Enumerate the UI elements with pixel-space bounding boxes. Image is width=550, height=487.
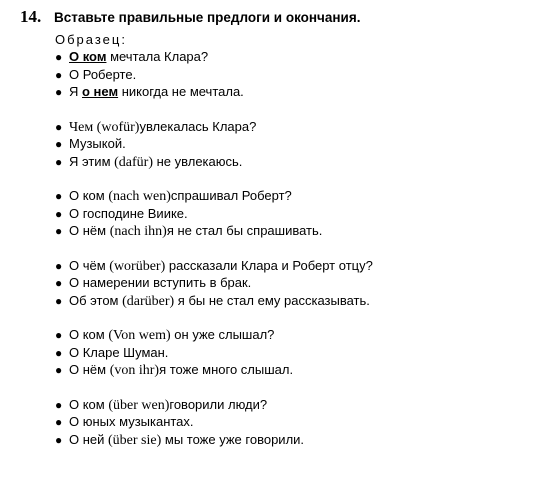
dialogue-group (55, 326, 535, 379)
dialogue-line (55, 292, 535, 310)
line-text: Чем (wofür) (69, 119, 140, 135)
task-title: Вставьте правильные предлоги и окончания. (54, 10, 361, 25)
line-text: (über wen) (108, 397, 170, 413)
dialogue-line (55, 431, 535, 449)
line-text: я тоже много слышал. (159, 362, 294, 377)
dialogue-line (55, 83, 535, 101)
dialogue-line (55, 361, 535, 379)
line-text: Об этом (69, 292, 123, 308)
line-text: О ком (69, 188, 109, 203)
line-text: рассказали Клара и Роберт отцу? (165, 257, 373, 273)
line-text: он уже слышал? (170, 327, 275, 342)
line-text: Музыкой. (69, 136, 126, 151)
bullet-icon: ● (55, 224, 63, 238)
dialogue-line (55, 222, 535, 240)
bullet-icon: ● (55, 119, 63, 134)
bullet-icon: ● (55, 415, 63, 429)
bullet-icon: ● (55, 137, 63, 151)
example-answer: о нем (82, 84, 119, 99)
dialogue-group (55, 48, 535, 101)
line-text: О нём (69, 223, 110, 238)
line-text: никогда не мечтала. (118, 84, 244, 99)
line-text: я бы не стал ему рассказывать. (174, 292, 370, 308)
line-text: (Von wem) (108, 328, 171, 343)
line-text: О намерении вступить в брак. (69, 275, 252, 290)
line-text: я не стал бы спрашивать. (166, 223, 323, 238)
bullet-icon: ● (55, 328, 63, 342)
dialogue-line (55, 118, 535, 136)
bullet-icon: ● (55, 293, 63, 308)
line-text: О нём (69, 362, 110, 377)
line-text: О юных музыкантах. (69, 414, 194, 429)
line-text: О чём (69, 257, 110, 273)
dialogue-group (55, 396, 535, 449)
dialogue-line (55, 396, 535, 414)
dialogue-group (55, 257, 535, 310)
bullet-icon: ● (55, 206, 63, 221)
line-text: О ком (69, 327, 109, 342)
dialogue-line (55, 48, 535, 66)
bullet-icon: ● (55, 432, 63, 447)
task-header (20, 7, 360, 27)
dialogue-line (55, 326, 535, 344)
dialogue-line (55, 274, 535, 292)
line-text: Я (69, 84, 82, 99)
line-text: (dafür) (114, 154, 153, 170)
dialogue-line (55, 257, 535, 275)
bullet-icon: ● (55, 189, 63, 203)
dialogue-group (55, 187, 535, 240)
task-number: 14. (20, 7, 42, 26)
dialogue-line (55, 205, 535, 223)
line-text: (von ihr) (109, 363, 160, 378)
dialogue-line (55, 187, 535, 205)
dialogue-line (55, 344, 535, 362)
line-text: говорили люди? (169, 396, 268, 412)
bullet-icon: ● (55, 50, 63, 64)
line-text: спрашивал Роберт? (170, 188, 292, 203)
dialogue-line (55, 135, 535, 153)
line-text: О ком (69, 396, 109, 412)
dialogue-groups (55, 48, 535, 465)
line-text: (darüber) (122, 293, 175, 309)
bullet-icon: ● (55, 67, 63, 82)
bullet-icon: ● (55, 276, 63, 290)
line-text: (worüber) (109, 258, 166, 274)
line-text: О Роберте. (69, 66, 137, 82)
bullet-icon: ● (55, 154, 63, 169)
bullet-icon: ● (55, 258, 63, 273)
line-text: Я этим (69, 153, 115, 169)
line-text: (nach wen) (108, 189, 171, 204)
bullet-icon: ● (55, 345, 63, 360)
dialogue-line (55, 413, 535, 431)
bullet-icon: ● (55, 397, 63, 412)
dialogue-line (55, 66, 535, 84)
bullet-icon: ● (55, 85, 63, 99)
line-text: увлекалась Клара? (139, 118, 257, 134)
dialogue-group (55, 118, 535, 171)
line-text: О господине Виике. (69, 205, 188, 221)
line-text: не увлекаюсь. (153, 153, 243, 169)
dialogue-line (55, 153, 535, 171)
example-answer: О ком (69, 49, 107, 64)
line-text: (über sie) (108, 432, 162, 448)
bullet-icon: ● (55, 363, 63, 377)
line-text: О Кларе Шуман. (69, 344, 169, 360)
line-text: (nach ihn) (109, 224, 167, 239)
line-text: О ней (69, 431, 109, 447)
line-text: мечтала Клара? (106, 49, 209, 64)
sample-label: Образец: (55, 32, 127, 47)
line-text: мы тоже уже говорили. (161, 431, 305, 447)
